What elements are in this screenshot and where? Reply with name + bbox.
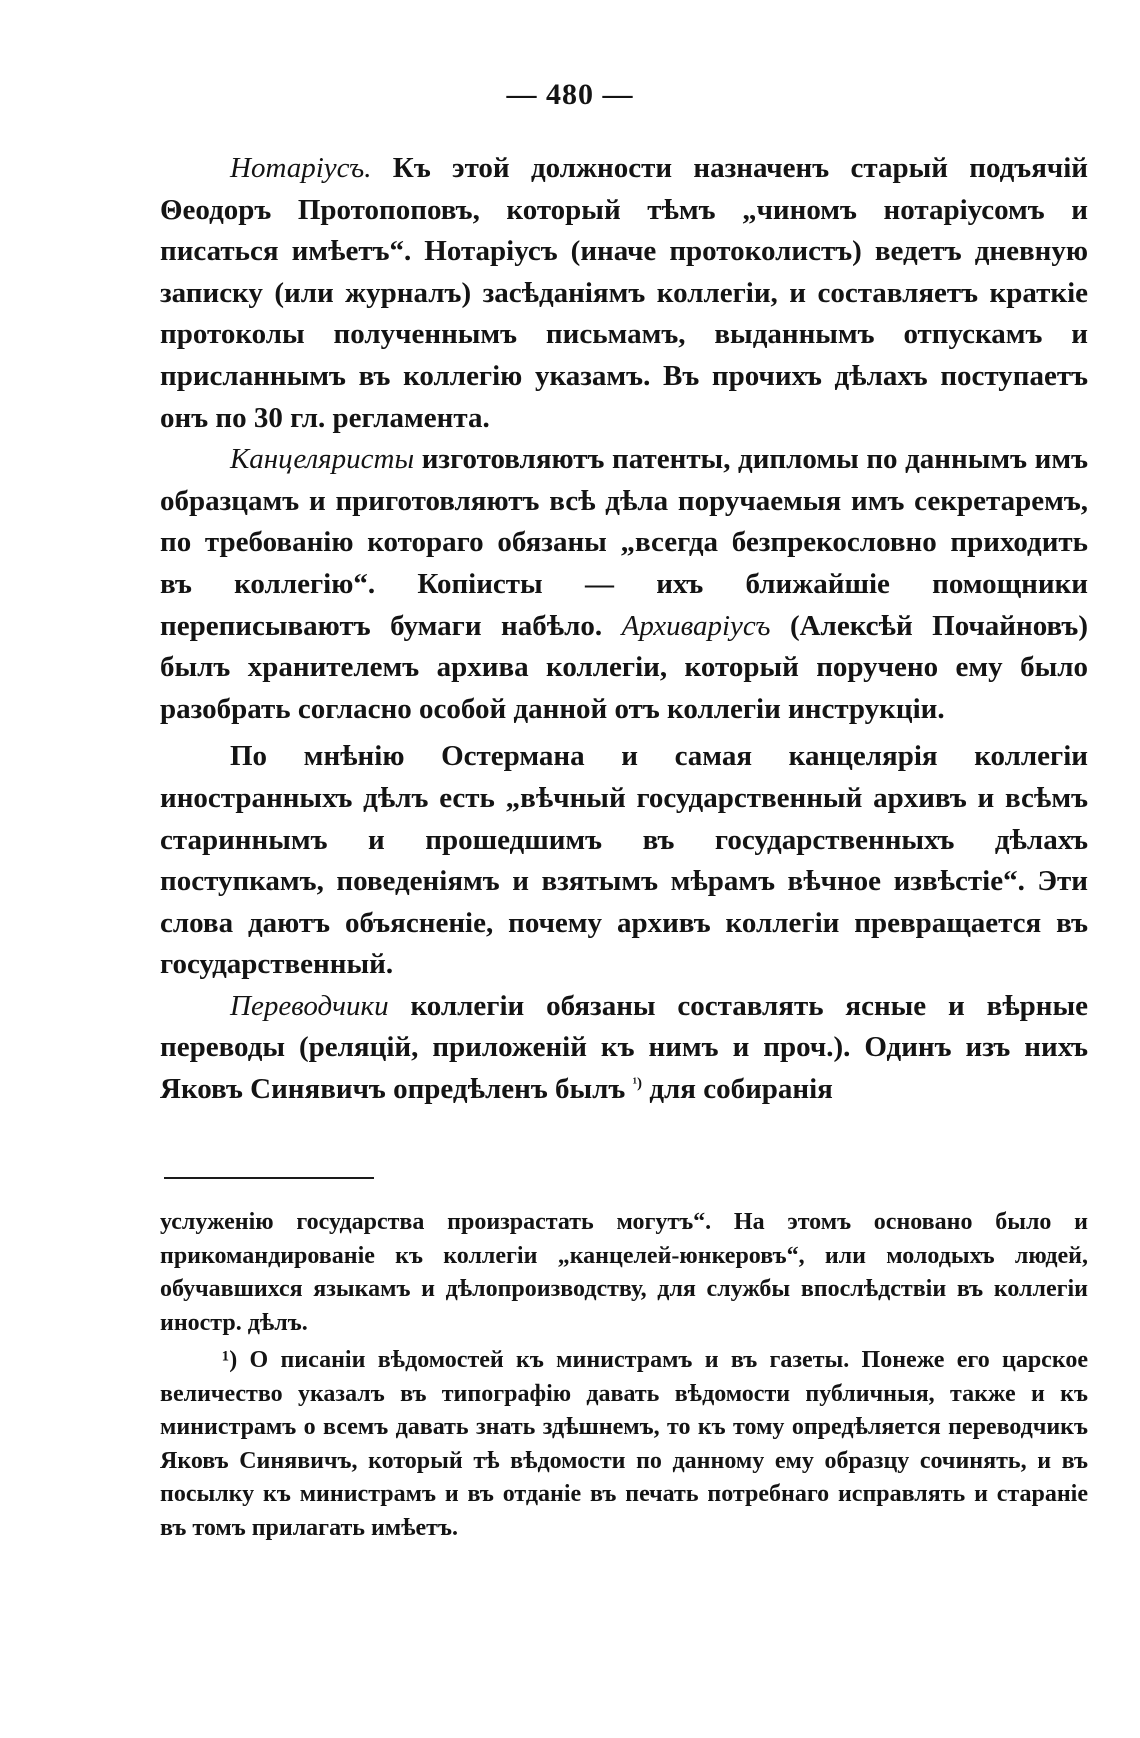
term-translators: Переводчики [230, 989, 389, 1022]
paragraph-osterman [160, 736, 1088, 986]
main-text [160, 148, 1088, 1111]
footnote-text: О писаніи вѣдомостей къ министрамъ и въ газеты. Понеже его царское величество указалъ въ типографію давать вѣдомости публичныя, также и къ министрамъ о всемъ давать знать здѣшнемъ, то къ тому опредѣляется переводчикъ Яковъ Синявичъ, который тѣ вѣдомости по данному ему образцу сочинять, и въ посылку къ министрамъ и въ отданіе въ печать потребнаго исправлять и стараніе въ томъ прилагать имѣетъ. [160, 1347, 1088, 1541]
footnote-reference: ¹) [632, 1075, 643, 1092]
page-number: — 480 — [506, 78, 634, 111]
paragraph-text: изготовляютъ патенты, дипломы по даннымъ имъ образцамъ и приготовляютъ всѣ дѣла поручаемыя имъ секретаремъ, по требованію котораго обязаны „всегда безпрекословно приходить въ коллегію“. Копіисты — ихъ ближайшіе помощники переписываютъ бумаги набѣло. [160, 443, 1088, 642]
paragraph-clerks [160, 439, 1088, 730]
term-notary: Нотаріусъ. [230, 152, 372, 184]
paragraph-text: коллегіи обязаны составлять ясные и вѣрные переводы (реляцій, приложеній къ нимъ и проч.). Одинъ изъ нихъ Яковъ Синявичъ опредѣленъ былъ [160, 989, 1088, 1106]
footnote-divider [164, 1177, 374, 1179]
paragraph-notary [160, 148, 1088, 439]
paragraph-text: для собиранія [642, 1073, 833, 1106]
footnote-continuation: услуженію государства произрастать могутъ“. На этомъ основано было и прикомандированіе къ коллегіи „канцелей-юнкеровъ“, или молодыхъ людей, обучавшихся языкамъ и дѣлопроизводству, для службы впослѣдствіи въ коллегіи иностр. дѣлъ. [160, 1209, 1088, 1336]
paragraph-translators [160, 986, 1088, 1111]
term-clerks: Канцеляристы [230, 443, 415, 476]
footnotes [160, 1206, 1088, 1545]
footnote-marker: ¹) [222, 1347, 238, 1373]
paragraph-text: Къ этой должности назначенъ старый подъячій Θеодоръ Протопоповъ, который тѣмъ „чиномъ нотаріусомъ и писаться имѣетъ“. Нотаріусъ (иначе протоколистъ) ведетъ дневную записку (или журналъ) засѣданіямъ коллегіи, и составляетъ краткіе протоколы полученнымъ письмамъ, выданнымъ отпускамъ и присланнымъ въ коллегію указамъ. Въ прочихъ дѣлахъ поступаетъ онъ по 30 гл. регламента. [160, 152, 1088, 434]
paragraph-text: По мнѣнію Остермана и самая канцелярія коллегіи иностранныхъ дѣлъ есть „вѣчный государственный архивъ и всѣмъ стариннымъ и прошедшимъ въ государственныхъ дѣлахъ поступкамъ, поведеніямъ и взятымъ мѣрамъ вѣчное извѣстіе“. Эти слова даютъ объясненіе, почему архивъ коллегіи превращается въ государственный. [160, 740, 1088, 981]
term-archivist: Архиваріусъ [621, 609, 771, 642]
paragraph-text: (Алексѣй Почайновъ) былъ хранителемъ архива коллегіи, который поручено ему было разобрать согласно особой данной отъ коллегіи инструкціи. [160, 609, 1089, 725]
footnote-1 [160, 1344, 1088, 1545]
